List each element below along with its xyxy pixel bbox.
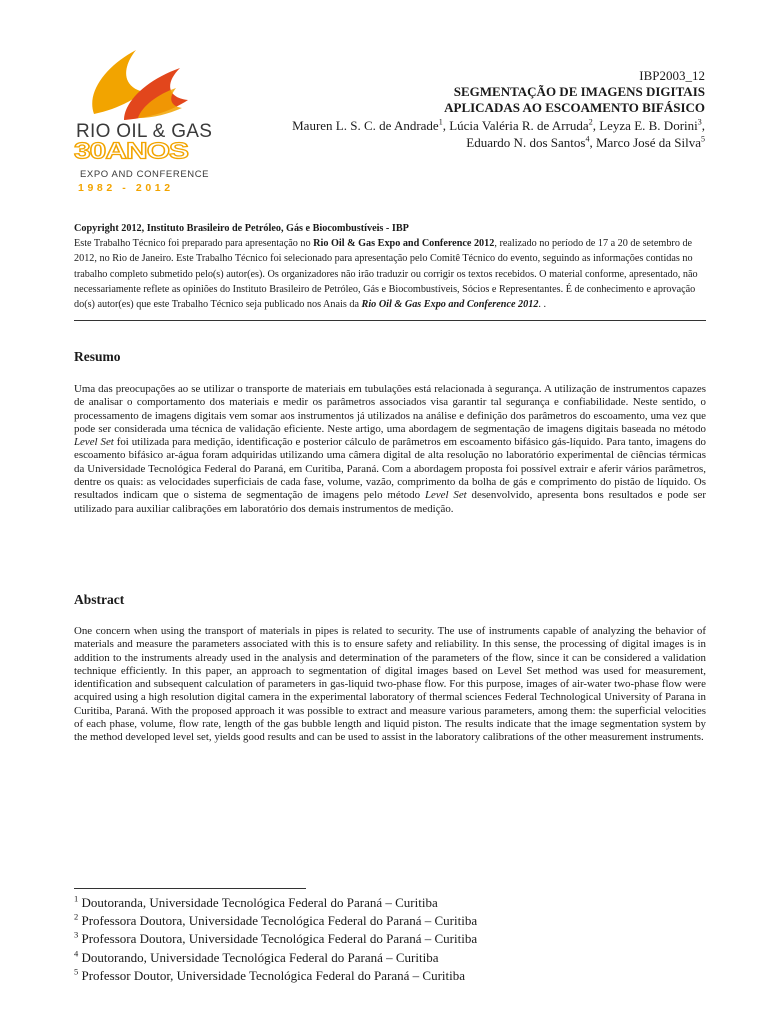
footnote-ref: 4 bbox=[74, 948, 79, 959]
footnote-text: Professora Doutora, Universidade Tecnológica Federal do Paraná – Curitiba bbox=[78, 931, 478, 947]
resumo-body bbox=[74, 383, 706, 516]
footnote-ref: 2 bbox=[74, 911, 79, 922]
logo-years: 1982 - 2012 bbox=[78, 182, 174, 194]
copyright-text-2: , realizado no período de 17 a 20 de setembro de 2012, no Rio de Janeiro. Este Trabalho Técnico foi selecionado para apresentação pelo Comitê Técnico do evento, seguindo as informações contidas no trabalho completo submetido pelo(s) autor(es). Os organizadores não irão traduzir ou corrigir os textos recebidos. O material conforme, apresentado, não necessariamente reflete as opiniões do Instituto Brasileiro de Petróleo, Gás e Biocombustíveis, Sócios e Representantes. É de conhecimento e aprovação do(s) autor(es) que este Trabalho Técnico seja publicado nos Anais da bbox=[74, 238, 698, 311]
author-separator: , bbox=[589, 135, 596, 150]
footnotes bbox=[74, 894, 477, 985]
footnote-ref: 5 bbox=[74, 966, 79, 977]
paper-title-line-2: APLICADAS AO ESCOAMENTO BIFÁSICO bbox=[444, 100, 705, 115]
footnote bbox=[74, 912, 477, 930]
resumo-text-1: Uma das preocupações ao se utilizar o transporte de materiais em tubulações está relacionada à segurança. A utilização de instrumentos capazes de analisar o comportamento dos materiais e medir os parâmetros associados visa garantir tal segurança e confiabilidade. Neste sentido, o processamento de imagens digitais vem somar aos instrumentos já utilizados na análise e definição dos parâmetros do escoamento, uma vez que pode ser considerada uma técnica de validação eficiente. Neste artigo, uma abordagem de segmentação de imagens digitais baseada no método bbox=[74, 383, 706, 435]
resumo-text-2: foi utilizada para medição, identificação e posterior cálculo de parâmetros em escoamento bifásico gás-líquido. Para tanto, imagens do escoamento bifásico ar-água foram adquiridas utilizando uma câmera digital de alta resolução no laboratório experimental de ciências térmicas da Universidade Tecnológica Federal do Paraná, em Curitiba, Paraná. Com a abordagem proposta foi possível extrair e aferir vários parâmetros, dentre os quais: as velocidades superficiais de cada fase, volume, vazão, comprimento da bolha de gás e comprimento do pistão de líquido. Os resultados indicam que o sistema de segmentação de imagens pelo método bbox=[74, 436, 706, 502]
footnote-text: Professora Doutora, Universidade Tecnológica Federal do Paraná – Curitiba bbox=[78, 913, 478, 929]
author-name: Marco José da Silva bbox=[595, 135, 701, 150]
author-ref: 2 bbox=[588, 117, 593, 127]
author-separator: , bbox=[442, 118, 450, 133]
footnote bbox=[74, 949, 477, 967]
copyright-text-1: Este Trabalho Técnico foi preparado para apresentação no bbox=[74, 238, 314, 250]
author-name: Eduardo N. dos Santos bbox=[466, 135, 586, 150]
logo-subtitle: EXPO AND CONFERENCE bbox=[80, 169, 210, 180]
author-ref: 3 bbox=[697, 117, 702, 127]
author-name: Mauren L. S. C. de Andrade bbox=[292, 118, 439, 133]
resumo-heading: Resumo bbox=[74, 349, 121, 364]
footnote bbox=[74, 894, 477, 912]
rio-oil-gas-logo bbox=[72, 40, 222, 200]
footnote-divider bbox=[74, 888, 306, 889]
author-ref: 4 bbox=[585, 134, 590, 144]
footnote-ref: 1 bbox=[74, 893, 79, 904]
resumo-emphasis-1: Level Set bbox=[74, 436, 114, 449]
logo-title: RIO OIL & GAS bbox=[76, 121, 213, 142]
logo-anniversary: 30ANOS bbox=[74, 138, 189, 165]
footnote-ref: 3 bbox=[74, 930, 79, 941]
header-divider bbox=[74, 320, 706, 321]
abstract-body: One concern when using the transport of materials in pipes is related to security. The use of instruments capable of analyzing the behavior of materials and measure the parameters associated with this is to ensure safety and reliability. In this sense, the processing of digital images is in addition to the instruments already used in the analysis and determination of the parameters of the flow, since it can be considered a validation technique efficiently. In this paper, an approach to segmentation of digital images based on Level Set method was used for measurement, identification and subsequent calculation of parameters in gas-liquid two-phase flow. For this purpose, images of air-water two-phase flow were acquired using a high resolution digital camera in the experimental laboratory of thermal sciences Federal Technological University of Parana in Curitiba, Paraná. With the proposed approach it was possible to extract and measure various parameters, among them: the superficial velocities of each phase, volume, flow rate, length of the gas bubble length and liquid piston. The results indicate that the image segmentation system by the method developed level set, yields good results and can be used to assist in the laboratory calibrations of the other measurement instruments. bbox=[74, 625, 706, 744]
resumo-emphasis-2: Level Set bbox=[424, 489, 467, 502]
author-ref: 5 bbox=[701, 134, 705, 144]
author-ref: 1 bbox=[438, 117, 443, 127]
flame-icon bbox=[84, 44, 202, 124]
footnote bbox=[74, 967, 477, 985]
author-separator: , bbox=[701, 118, 705, 133]
paper-title-line-1: SEGMENTAÇÃO DE IMAGENS DIGITAIS bbox=[453, 84, 705, 99]
footnote bbox=[74, 930, 477, 948]
author-name: Leyza E. B. Dorini bbox=[599, 118, 698, 133]
paper-id: IBP2003_12 bbox=[639, 68, 705, 83]
event-name-bold: Rio Oil & Gas Expo and Conference 2012 bbox=[313, 238, 495, 250]
copyright-text-3: . . bbox=[538, 299, 547, 311]
footnote-text: Doutorando, Universidade Tecnológica Federal do Paraná – Curitiba bbox=[78, 949, 439, 965]
paper-header bbox=[245, 68, 705, 151]
abstract-heading: Abstract bbox=[74, 592, 125, 607]
author-name: Lúcia Valéria R. de Arruda bbox=[449, 118, 589, 133]
copyright-line: Copyright 2012, Instituto Brasileiro de Petróleo, Gás e Biocombustíveis - IBP bbox=[74, 223, 409, 234]
footnote-text: Doutoranda, Universidade Tecnológica Federal do Paraná – Curitiba bbox=[78, 895, 438, 910]
author-list bbox=[245, 117, 705, 151]
author-separator: , bbox=[592, 118, 600, 133]
footnote-text: Professor Doutor, Universidade Tecnológica Federal do Paraná – Curitiba bbox=[78, 967, 466, 983]
copyright-notice bbox=[74, 221, 706, 312]
resumo-text-3: desenvolvido, apresenta bons resultados e pode ser utilizado para auxiliar calibrações em laboratório dos demais instrumentos de medição. bbox=[74, 489, 706, 515]
event-name-italic: Rio Oil & Gas Expo and Conference 2012 bbox=[361, 299, 539, 311]
